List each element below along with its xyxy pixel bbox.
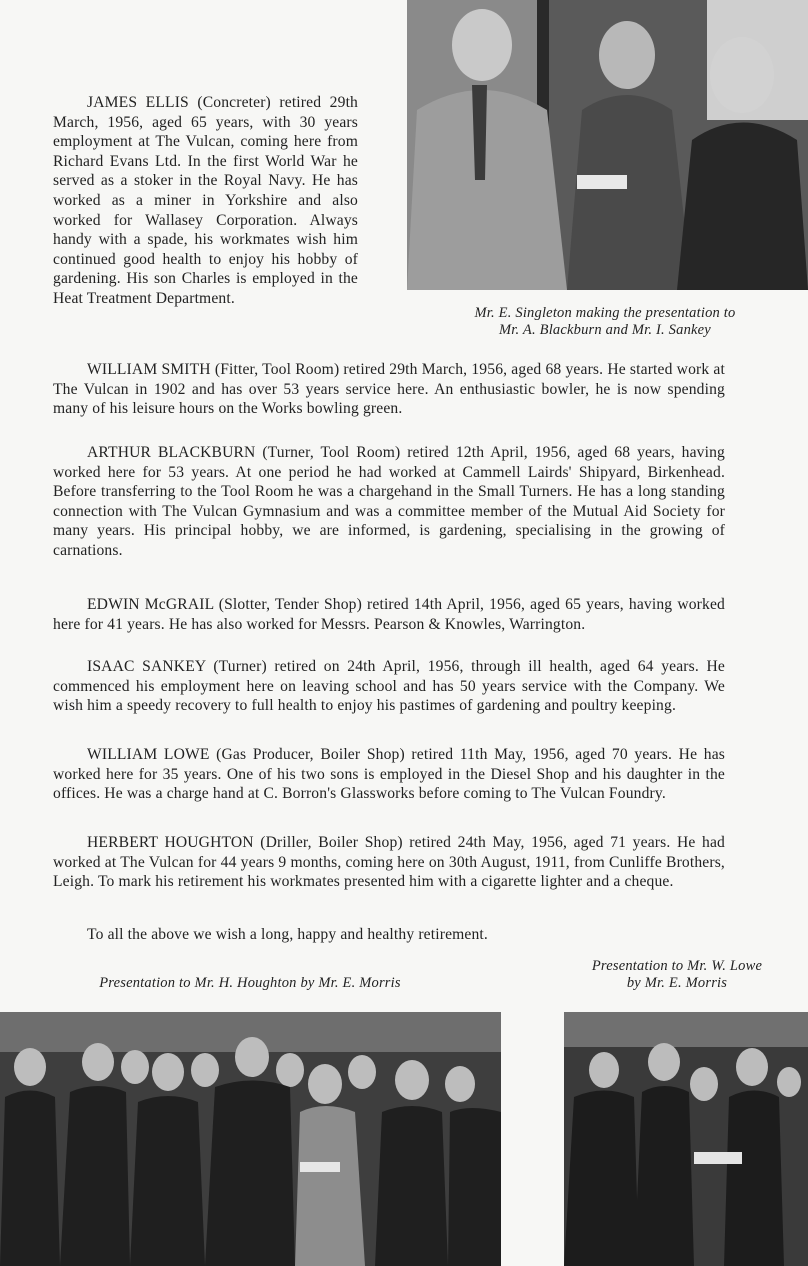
- caption-line: Presentation to Mr. W. Lowe: [591, 958, 763, 974]
- presentation-photo-houghton: [0, 1012, 501, 1266]
- retirement-william-lowe: WILLIAM LOWE (Gas Producer, Boiler Shop) retired 11th May, 1956, aged 70 years. He has worked here for 35 years. One of his two sons is employed in the Diesel Shop and his daughter in the offices. He was a charge hand at C. Borron's Glassworks before coming to The Vulcan Foundry.: [53, 746, 725, 803]
- caption-line: Presentation to Mr. H. Houghton by Mr. E. Morris: [99, 975, 401, 991]
- photo-caption-singleton: [420, 305, 790, 339]
- caption-line: by Mr. E. Morris: [626, 975, 728, 991]
- presentation-photo-lowe: [564, 1012, 808, 1266]
- retirement-edwin-mcgrail: EDWIN McGRAIL (Slotter, Tender Shop) retired 14th April, 1956, aged 65 years, having worked here for 41 years. He has also worked for Messrs. Pearson & Knowles, Warrington.: [53, 596, 725, 633]
- photo-caption-lowe: [552, 958, 802, 992]
- caption-line: Mr. A. Blackburn and Mr. I. Sankey: [499, 322, 711, 338]
- closing-wish: To all the above we wish a long, happy and healthy retirement.: [87, 926, 488, 943]
- caption-line: Mr. E. Singleton making the presentation to: [474, 305, 736, 321]
- photo-illustration: [564, 1012, 808, 1266]
- photo-illustration: [407, 0, 808, 290]
- retirement-herbert-houghton: HERBERT HOUGHTON (Driller, Boiler Shop) retired 24th May, 1956, aged 71 years. He had worked at The Vulcan for 44 years 9 months, coming here on 30th August, 1911, from Cunliffe Brothers, Leigh. To mark his retirement his workmates presented him with a cigarette lighter and a cheque.: [53, 834, 725, 891]
- retirement-james-ellis: JAMES ELLIS (Concreter) retired 29th March, 1956, aged 65 years, with 30 years employment at The Vulcan, coming here from Richard Evans Ltd. In the first World War he served as a stoker in the Royal Navy. He has worked as a miner in Yorkshire and also worked for Wallasey Corporation. Always handy with a spade, his workmates wish him continued good health to enjoy his hobby of gardening. His son Charles is employed in the Heat Treatment Department.: [53, 94, 358, 307]
- presentation-photo-singleton: [407, 0, 808, 290]
- photo-illustration: [0, 1012, 501, 1266]
- retirement-arthur-blackburn: ARTHUR BLACKBURN (Turner, Tool Room) retired 12th April, 1956, aged 68 years, having worked here for 53 years. At one period he had worked at Cammell Lairds' Shipyard, Birkenhead. Before transferring to the Tool Room he was a chargehand in the Small Turners. He has a long standing connection with The Vulcan Gymnasium and was a committee member of the Mutual Aid Society for many years. His principal hobby, we are informed, is gardening, specialising in the growing of carnations.: [53, 444, 725, 559]
- photo-caption-houghton: [40, 975, 460, 992]
- retirement-isaac-sankey: ISAAC SANKEY (Turner) retired on 24th April, 1956, through ill health, aged 64 years. He commenced his employment here on leaving school and has 50 years service with the Company. We wish him a speedy recovery to full health to enjoy his pastimes of gardening and poultry keeping.: [53, 658, 725, 715]
- retirement-william-smith: WILLIAM SMITH (Fitter, Tool Room) retired 29th March, 1956, aged 68 years. He started work at The Vulcan in 1902 and has over 53 years service here. An enthusiastic bowler, he is now spending many of his leisure hours on the Works bowling green.: [53, 361, 725, 418]
